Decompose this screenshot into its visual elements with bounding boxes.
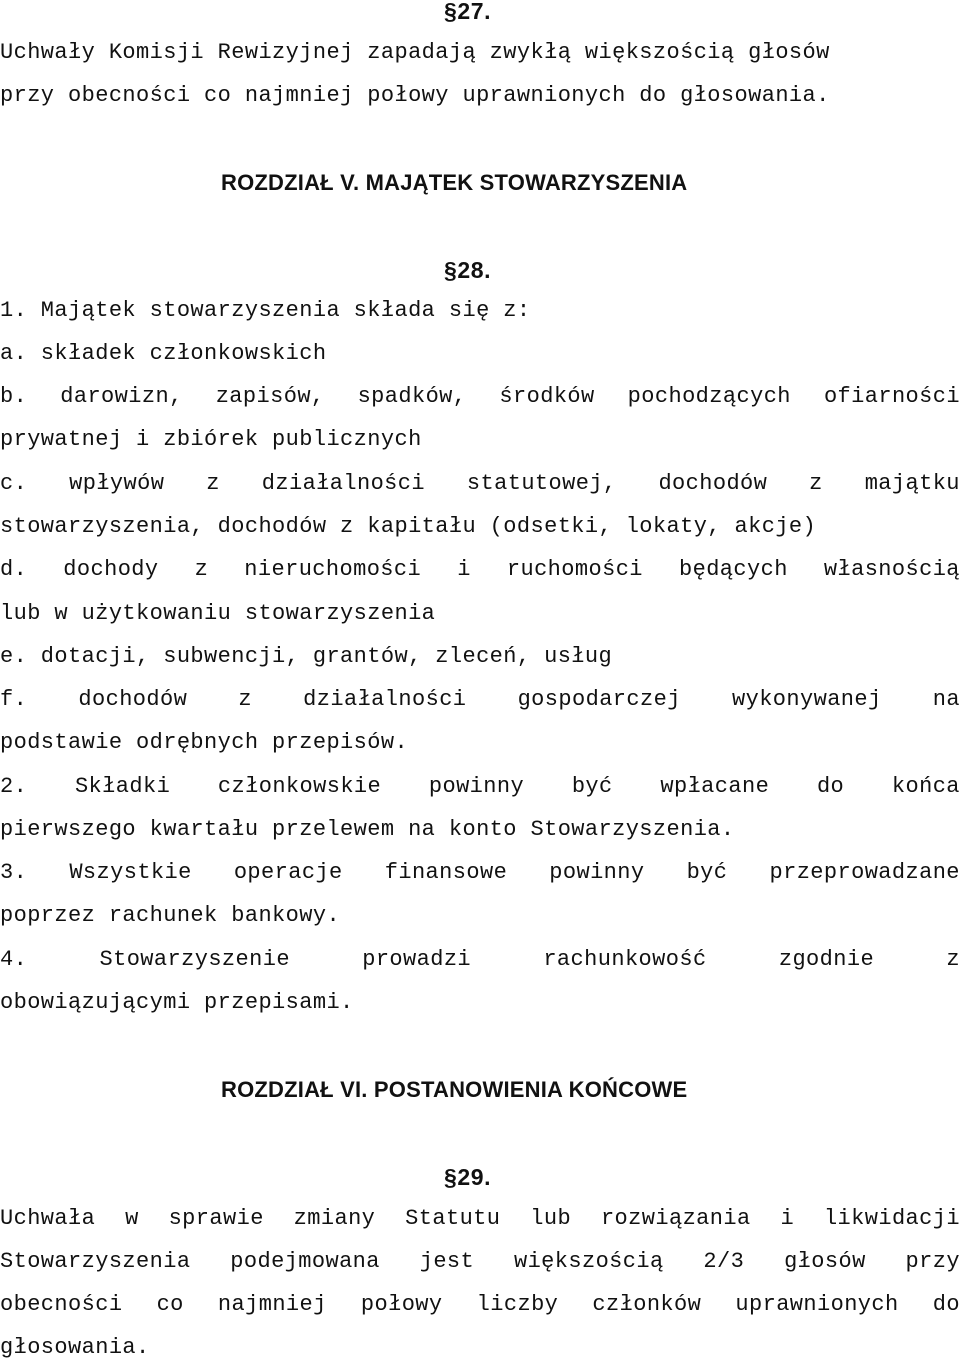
word: podejmowana (230, 1249, 380, 1274)
word: uprawnionych (735, 1292, 899, 1317)
text-line: stowarzyszenia, dochodów z kapitału (odsetki, lokaty, akcje) (0, 514, 817, 539)
word: 2. (0, 774, 28, 799)
word: większością (513, 1249, 664, 1274)
word: ruchomości (506, 557, 643, 582)
word: z (206, 471, 220, 496)
word: zapisów, (215, 384, 325, 409)
text-line (0, 678, 960, 721)
section-mark-27: §27. (444, 0, 492, 24)
text-line (0, 1197, 960, 1240)
word: na (932, 687, 960, 712)
word: finansowe (384, 860, 508, 885)
text-line (0, 1283, 960, 1326)
text-line: lub w użytkowaniu stowarzyszenia (0, 601, 436, 626)
text-line: przy obecności co najmniej połowy uprawnionych do głosowania. (0, 83, 830, 108)
word: statutowej, (466, 471, 617, 496)
word: Wszystkie (69, 860, 192, 885)
word: i (780, 1206, 795, 1231)
chapter-heading-5: ROZDZIAŁ V. MAJĄTEK STOWARZYSZENIA (221, 170, 688, 195)
word: wpływów (69, 471, 165, 496)
word: z (238, 687, 252, 712)
word: z (809, 471, 823, 496)
word: z (946, 947, 960, 972)
text-line: głosowania. (0, 1335, 150, 1360)
word: 2/3 (703, 1249, 745, 1274)
word: prowadzi (362, 947, 472, 972)
word: d. (0, 557, 28, 582)
word: 4. (0, 947, 28, 972)
text-line: e. dotacji, subwencji, grantów, zleceń, usług (0, 644, 613, 669)
word: c. (0, 471, 28, 496)
text-line: Uchwały Komisji Rewizyjnej zapadają zwykłą większością głosów (0, 40, 830, 65)
word: rozwiązania (600, 1206, 751, 1231)
word: gospodarczej (517, 687, 681, 712)
word: Stowarzyszenia (0, 1249, 191, 1274)
word: powinny (428, 774, 525, 799)
word: członkowskie (217, 774, 382, 799)
word: 3. (0, 860, 28, 885)
word: rachunkowość (543, 947, 707, 972)
word: końca (891, 774, 960, 799)
word: dochody (63, 557, 159, 582)
text-line: prywatnej i zbiórek publicznych (0, 427, 422, 452)
text-line: 1. Majątek stowarzyszenia składa się z: (0, 298, 531, 323)
text-line: a. składek członkowskich (0, 341, 327, 366)
word: najmniej (217, 1292, 327, 1317)
text-line: poprzez rachunek bankowy. (0, 903, 341, 928)
text-line (0, 938, 960, 981)
word: Stowarzyszenie (99, 947, 290, 972)
word: liczby (476, 1292, 559, 1317)
word: Statutu (405, 1206, 501, 1231)
word: do (816, 774, 845, 799)
word: nieruchomości (244, 557, 422, 582)
word: działalności (261, 471, 425, 496)
word: głosów (784, 1249, 866, 1274)
word: Składki (74, 774, 171, 799)
text-line (0, 765, 960, 808)
word: likwidacji (823, 1206, 960, 1231)
word: działalności (303, 687, 467, 712)
text-line: pierwszego kwartału przelewem na konto Stowarzyszenia. (0, 817, 735, 842)
word: wpłacane (660, 774, 770, 799)
word: członków (592, 1292, 702, 1317)
word: ofiarności (823, 384, 960, 409)
word: zgodnie (778, 947, 875, 972)
text-line: obowiązującymi przepisami. (0, 990, 354, 1015)
word: z (194, 557, 209, 582)
word: b. (0, 384, 28, 409)
text-line (0, 548, 960, 591)
word: dochodów (78, 687, 188, 712)
word: środków (499, 384, 595, 409)
section-mark-28: §28. (444, 257, 492, 283)
word: być (571, 774, 613, 799)
text-line (0, 375, 960, 418)
chapter-heading-6: ROZDZIAŁ VI. POSTANOWIENIA KOŃCOWE (221, 1077, 688, 1102)
word: i (457, 557, 471, 582)
word: dochodów (658, 471, 768, 496)
text-line (0, 1240, 960, 1283)
word: w (125, 1206, 139, 1231)
word: zmiany (293, 1206, 376, 1231)
word: Uchwała (0, 1206, 96, 1231)
word: przeprowadzane (769, 860, 960, 885)
word: połowy (360, 1292, 443, 1317)
word: obecności (0, 1292, 123, 1317)
word: jest (419, 1249, 475, 1274)
word: sprawie (168, 1206, 264, 1231)
word: do (932, 1292, 960, 1317)
word: co (156, 1292, 184, 1317)
word: pochodzących (627, 384, 791, 409)
word: będących (678, 557, 788, 582)
word: spadków, (357, 384, 467, 409)
text-line (0, 851, 960, 894)
text-line: podstawie odrębnych przepisów. (0, 730, 409, 755)
word: wykonywanej (731, 687, 882, 712)
word: darowizn, (60, 384, 183, 409)
word: przy (905, 1249, 960, 1274)
word: własnością (823, 557, 960, 582)
word: majątku (864, 471, 960, 496)
word: być (686, 860, 728, 885)
word: operacje (233, 860, 343, 885)
word: lub (530, 1206, 572, 1231)
word: f. (0, 687, 28, 712)
text-line (0, 462, 960, 505)
word: powinny (549, 860, 645, 885)
section-mark-29: §29. (444, 1164, 492, 1190)
